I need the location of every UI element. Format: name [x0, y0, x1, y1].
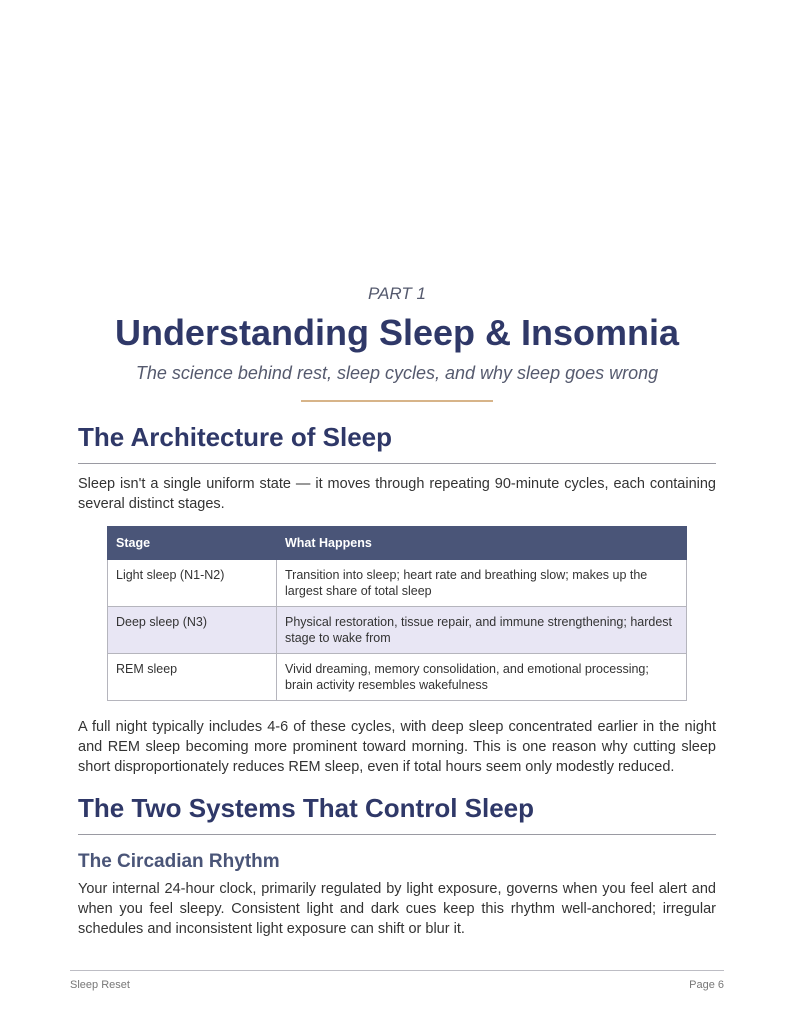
cycles-paragraph: A full night typically includes 4-6 of these cycles, with deep sleep concentrated earlier in the night and REM sleep becoming more prominent toward morning. This is one reason why cutting sleep short disproportionately reduces REM sleep, even if total hours seem only modestly reduced. — [78, 719, 716, 775]
section-intro-paragraph: Sleep isn't a single uniform state — it moves through repeating 90-minute cycles, each containing several distinct stages. — [78, 476, 716, 512]
table-row — [108, 560, 687, 607]
footer-document-title: Sleep Reset — [70, 979, 130, 991]
part-label: PART 1 — [368, 284, 426, 303]
main-content — [78, 420, 716, 939]
table-row — [108, 607, 687, 654]
page-title: Understanding Sleep & Insomnia — [114, 312, 680, 353]
table-header-row — [108, 527, 687, 560]
table-cell-description: Physical restoration, tissue repair, and immune strengthening; hardest stage to wake from — [277, 607, 687, 654]
table-cell-stage: REM sleep — [108, 654, 277, 701]
circadian-paragraph: Your internal 24-hour clock, primarily regulated by light exposure, governs when you feel alert and when you feel sleepy. Consistent light and dark cues keep this rhythm well-anchored; irregular schedules and inconsistent light exposure can shift or blur it. — [78, 881, 716, 937]
title-divider — [301, 400, 493, 402]
table-cell-stage: Light sleep (N1-N2) — [108, 560, 277, 607]
table-cell-description: Transition into sleep; heart rate and breathing slow; makes up the largest share of total sleep — [277, 560, 687, 607]
footer-page-number: Page 6 — [689, 979, 724, 991]
subheading-circadian-rhythm: The Circadian Rhythm — [78, 851, 280, 872]
sleep-stages-table — [107, 526, 687, 701]
column-header-what-happens: What Happens — [277, 527, 687, 560]
section-heading-two-systems: The Two Systems That Control Sleep — [78, 791, 716, 835]
table-cell-stage: Deep sleep (N3) — [108, 607, 277, 654]
section-heading-architecture: The Architecture of Sleep — [78, 420, 716, 464]
page-subtitle: The science behind rest, sleep cycles, and why sleep goes wrong — [135, 363, 659, 383]
column-header-stage: Stage — [108, 527, 277, 560]
table-cell-description: Vivid dreaming, memory consolidation, and emotional processing; brain activity resembles wakefulness — [277, 654, 687, 701]
footer-divider — [70, 970, 724, 971]
table-row — [108, 654, 687, 701]
